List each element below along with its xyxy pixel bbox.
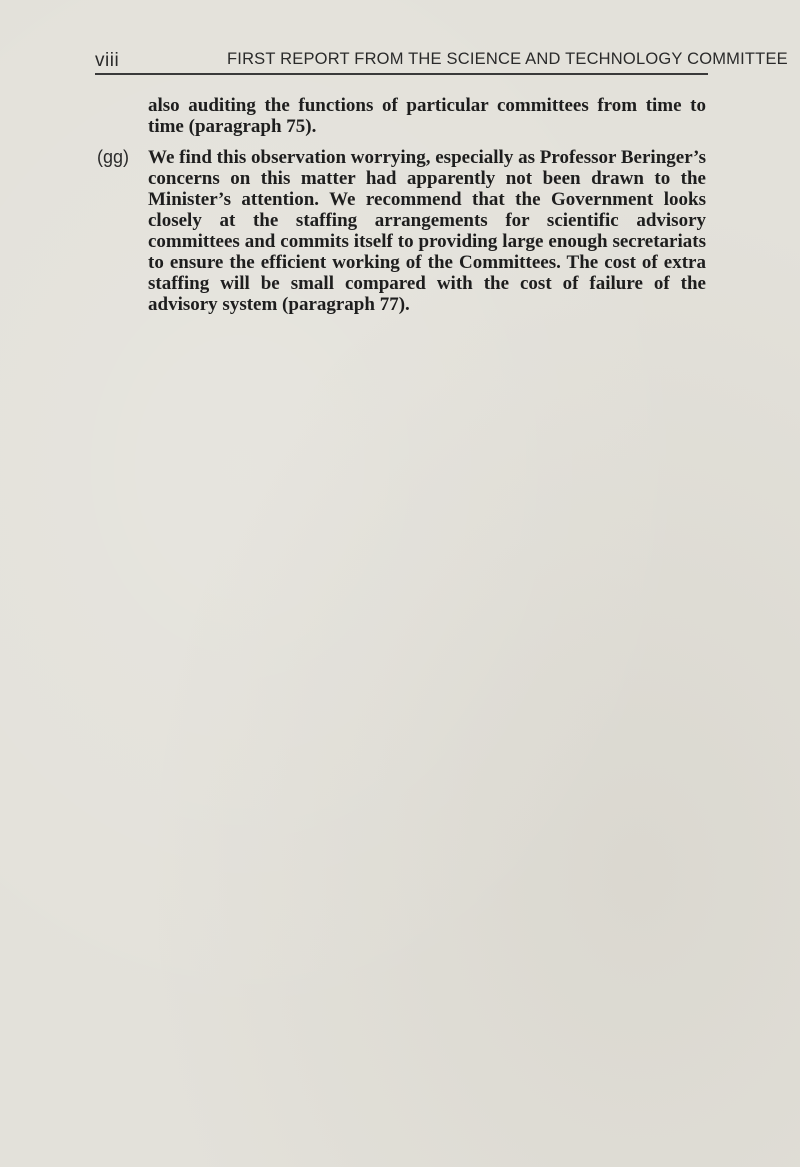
paragraph-label-gg: (gg) — [97, 147, 130, 167]
report-title: FIRST REPORT FROM THE SCIENCE AND TECHNOLOGY COMMITTEE — [227, 50, 788, 68]
page-number: viii — [95, 50, 120, 71]
paragraph-continued: also auditing the functions of particular committees from time to time (paragraph 75). — [148, 95, 706, 137]
header-rule — [95, 73, 708, 75]
paragraph-gg: We find this observation worrying, especially as Professor Beringer’s concerns on this matter had apparently not been drawn to the Minister’s attention. We recommend that the Government looks closely at the staffing arrangements for scientific advisory committees and commits itself to providing large enough secretariats to ensure the efficient working of the Committees. The cost of extra staffing will be small compared with the cost of failure of the advisory system (paragraph 77). — [148, 147, 706, 315]
